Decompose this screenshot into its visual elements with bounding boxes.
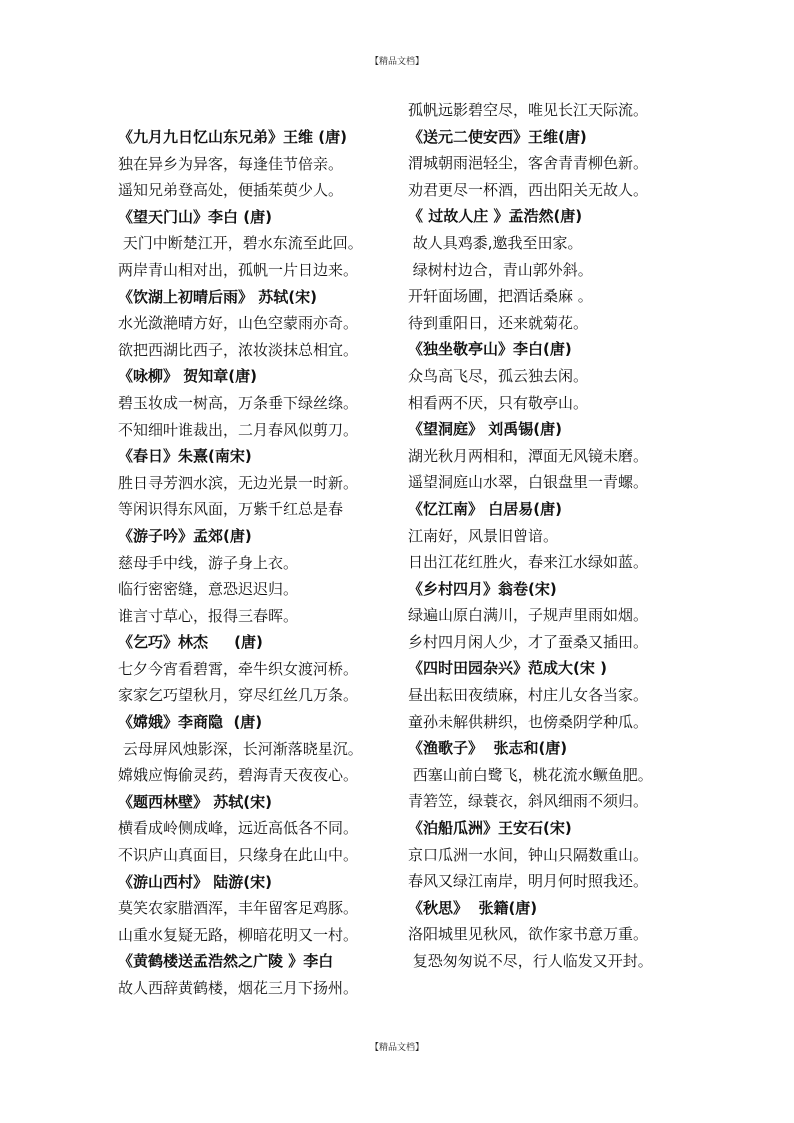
poem-line: 故人西辞黄鹤楼，烟花三月下扬州。	[118, 979, 359, 997]
poem-title: 《泊船瓜洲》王安石(宋)	[408, 819, 572, 838]
poem-line: 七夕今宵看碧霄，牵牛织女渡河桥。	[118, 659, 359, 678]
page-header: 【精品文档】	[369, 57, 424, 67]
poem-line: 不识庐山真面目，只缘身在此山中。	[118, 846, 359, 865]
poem-line: 绿遍山原白满川，子规声里雨如烟。	[408, 606, 649, 625]
poem-line: 西塞山前白鹭飞，桃花流水鳜鱼肥。	[408, 765, 653, 784]
poem-line: 京口瓜洲一水间，钟山只隔数重山。	[408, 845, 649, 864]
poem-line: 等闲识得东风面，万紫千红总是春	[118, 500, 344, 519]
poem-title: 《乞巧》林杰 (唐)	[118, 633, 263, 652]
poem-line: 青箬笠，绿蓑衣，斜风细雨不须归。	[408, 792, 649, 811]
poem-line: 嫦娥应悔偷灵药，碧海青天夜夜心。	[118, 766, 359, 785]
left-column	[118, 124, 418, 1002]
poem-title: 《黄鹤楼送孟浩然之广陵 》李白	[118, 952, 334, 971]
poem-line: 胜日寻芳泗水滨，无边光景一时新。	[118, 473, 359, 492]
poem-line: 欲把西湖比西子，浓妆淡抹总相宜。	[118, 340, 359, 359]
poem-title: 《游子吟》孟郊(唐)	[118, 526, 252, 545]
poem-line: 昼出耘田夜绩麻，村庄儿女各当家。	[408, 686, 649, 705]
poem-title: 《饮湖上初晴后雨》 苏轼(宋)	[118, 287, 317, 306]
poem-line: 慈母手中线，游子身上衣。	[118, 553, 299, 572]
poem-line: 临行密密缝，意恐迟迟归。	[118, 580, 299, 599]
poem-line: 相看两不厌，只有敬亭山。	[408, 393, 589, 412]
poem-title: 《九月九日忆山东兄弟》王维 (唐)	[118, 128, 347, 146]
poem-line: 开轩面场圃，把酒话桑麻 。	[408, 287, 593, 306]
poem-title: 《渔歌子》 张志和(唐)	[408, 739, 568, 758]
poem-title: 《望天门山》李白 (唐)	[118, 207, 272, 226]
poem-line: 乡村四月闲人少，才了蚕桑又插田。	[408, 632, 649, 651]
poem-line: 莫笑农家腊酒浑，丰年留客足鸡豚。	[118, 899, 359, 918]
poem-title: 《乡村四月》翁卷(宋)	[408, 579, 557, 598]
poem-line: 山重水复疑无路，柳暗花明又一村。	[118, 925, 359, 944]
poem-line: 水光潋滟晴方好，山色空蒙雨亦奇。	[118, 314, 359, 333]
poem-line: 日出江花红胜火，春来江水绿如蓝。	[408, 553, 649, 572]
poem-line: 春风又绿江南岸，明月何时照我还。	[408, 872, 649, 891]
poem-title: 《送元二使安西》王维(唐)	[408, 127, 587, 146]
poem-title: 《四时田园杂兴》范成大(宋 )	[408, 659, 607, 678]
poem-line: 渭城朝雨浥轻尘，客舍青青柳色新。	[408, 154, 649, 173]
poem-line: 谁言寸草心，报得三春晖。	[118, 606, 299, 625]
poem-line: 童孙未解供耕织，也傍桑阴学种瓜。	[408, 712, 649, 731]
poem-line: 洛阳城里见秋风，欲作家书意万重。	[408, 925, 649, 944]
poem-line: 江南好，风景旧曾谙。	[408, 526, 559, 545]
poem-line: 绿树村边合，青山郭外斜。	[408, 260, 593, 279]
poem-title: 《忆江南》 白居易(唐)	[408, 499, 562, 518]
page-footer: 【精品文档】	[369, 1043, 424, 1053]
poem-line: 复恐匆匆说不尽，行人临发又开封。	[408, 952, 653, 970]
poem-line: 湖光秋月两相和，潭面无风镜未磨。	[408, 446, 649, 465]
poem-line: 天门中断楚江开，碧水东流至此回。	[118, 234, 363, 253]
poem-line: 独在异乡为异客，每逢佳节倍亲。	[118, 154, 344, 173]
poem-line: 孤帆远影碧空尽，唯见长江天际流。	[408, 101, 649, 119]
poem-title: 《秋思》 张籍(唐)	[408, 898, 538, 917]
poem-title: 《春日》朱熹(南宋)	[118, 447, 252, 466]
poem-title: 《题西林壁》 苏轼(宋)	[118, 792, 272, 811]
poem-title: 《嫦娥》李商隐 (唐)	[118, 713, 263, 732]
poem-line: 碧玉妆成一树高，万条垂下绿丝绦。	[118, 393, 359, 412]
poem-line: 遥望洞庭山水翠，白银盘里一青螺。	[408, 473, 649, 492]
poem-title: 《 过故人庄 》孟浩然(唐)	[408, 207, 583, 226]
poem-title: 《咏柳》 贺知章(唐)	[118, 367, 257, 386]
poem-line: 众鸟高飞尽，孤云独去闲。	[408, 366, 589, 385]
poem-line: 遥知兄弟登高处，便插茱萸少人。	[118, 181, 344, 200]
poem-line: 云母屏风烛影深，长河渐落晓星沉。	[118, 739, 363, 758]
poem-title: 《游山西村》 陆游(宋)	[118, 872, 272, 891]
poem-title: 《独坐敬亭山》李白(唐)	[408, 340, 572, 359]
poem-line: 两岸青山相对出，孤帆一片日边来。	[118, 260, 359, 279]
poem-line: 不知细叶谁裁出，二月春风似剪刀。	[118, 420, 359, 439]
right-column	[408, 97, 708, 975]
poem-line: 家家乞巧望秋月，穿尽红丝几万条。	[118, 686, 359, 705]
poem-line: 待到重阳日，还来就菊花。	[408, 313, 589, 332]
poem-line: 故人具鸡黍,邀我至田家。	[408, 233, 583, 252]
poem-title: 《望洞庭》 刘禹锡(唐)	[408, 420, 562, 439]
poem-line: 劝君更尽一杯酒，西出阳关无故人。	[408, 180, 649, 199]
poem-line: 横看成岭侧成峰，远近高低各不同。	[118, 819, 359, 838]
